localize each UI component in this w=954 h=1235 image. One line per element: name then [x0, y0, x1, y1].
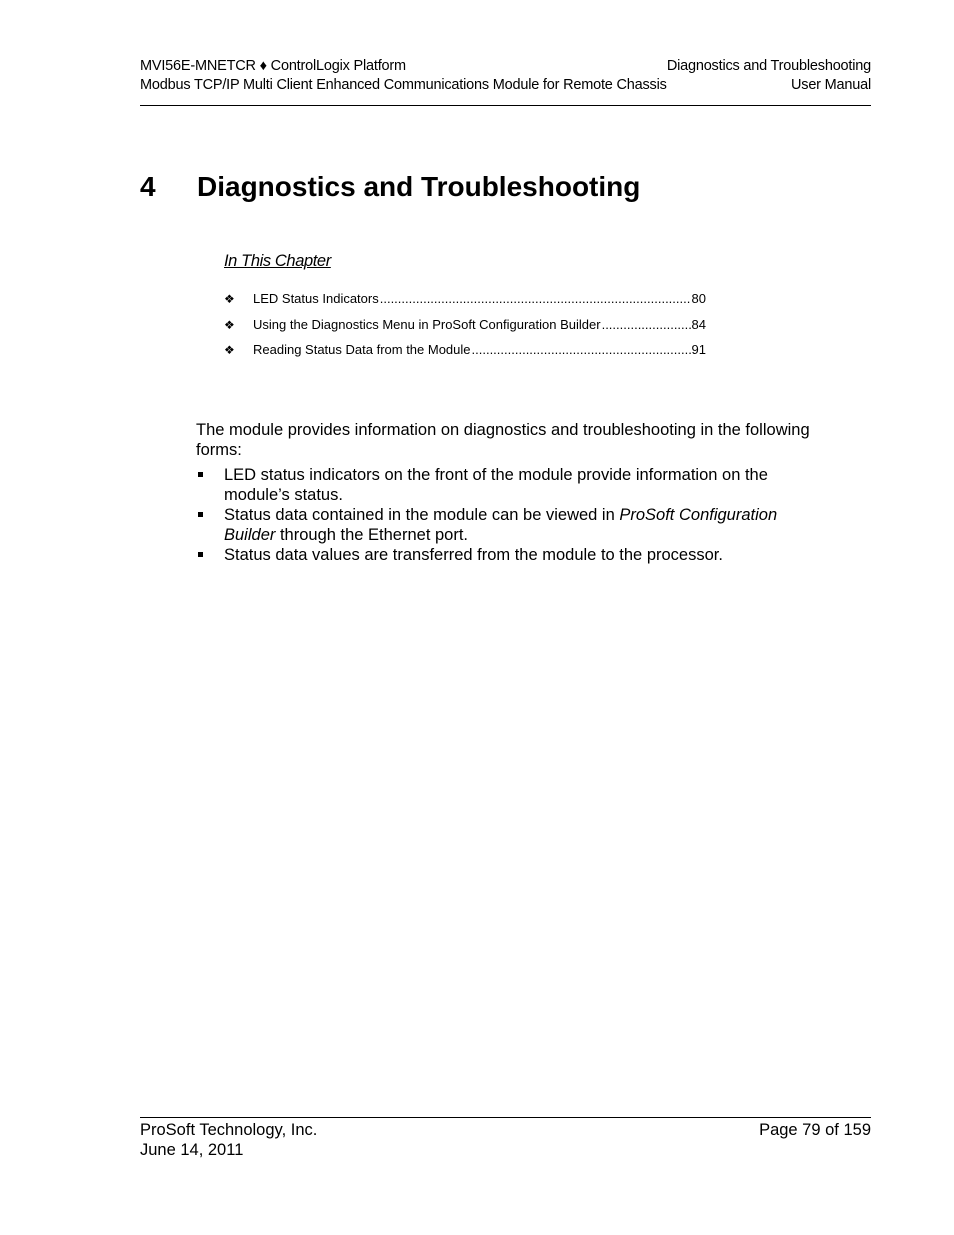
list-item [196, 465, 816, 505]
chapter-number: 4 [140, 171, 156, 202]
chapter-title: Diagnostics and Troubleshooting [197, 171, 641, 202]
toc-item-page: 84 [691, 316, 706, 332]
diamond-bullet-icon: ❖ [224, 317, 235, 332]
footer-date: June 14, 2011 [140, 1140, 244, 1159]
header-product-line: MVI56E-MNETCR ♦ ControlLogix Platform [140, 58, 406, 74]
list-item-text-start: Status data contained in the module can be viewed in [224, 506, 620, 524]
footer-row-2 [140, 1141, 871, 1161]
in-this-chapter-label: In This Chapter [224, 252, 331, 270]
diamond-bullet-icon: ❖ [224, 292, 235, 306]
header-row-2 [140, 76, 871, 95]
square-bullet-icon [198, 512, 203, 517]
toc-item-page: 91 [691, 342, 706, 357]
footer-row-1 [140, 1121, 871, 1141]
toc-item[interactable] [224, 314, 706, 340]
header-doc-type: User Manual [791, 77, 871, 93]
chapter-toc [224, 288, 706, 365]
header-section-title: Diagnostics and Troubleshooting [666, 58, 871, 74]
toc-dot-leader [472, 339, 691, 361]
diamond-bullet-icon: ❖ [224, 343, 235, 357]
header-product-description: Modbus TCP/IP Multi Client Enhanced Communications Module for Remote Chassis [140, 77, 667, 93]
list-item-text: LED status indicators on the front of the module provide information on the module’s status. [224, 466, 768, 504]
toc-item-title: LED Status Indicators [253, 291, 379, 306]
list-item [196, 545, 816, 565]
software-name: ProSoft Configuration Builder [224, 506, 778, 544]
toc-item[interactable] [224, 288, 706, 314]
list-item [196, 505, 816, 545]
list-item-text-end: through the Ethernet port. [275, 526, 469, 544]
forms-list [196, 465, 816, 565]
footer-page-number: Page 79 of 159 [759, 1121, 871, 1139]
square-bullet-icon [198, 552, 203, 557]
toc-dot-leader [602, 314, 691, 336]
intro-paragraph: The module provides information on diagnostics and troubleshooting in the following forms: [196, 421, 810, 459]
chapter-heading [140, 168, 640, 206]
page-header [140, 57, 871, 106]
toc-item-title: Using the Diagnostics Menu in ProSoft Configuration Builder [253, 316, 601, 332]
list-item-text: Status data values are transferred from the module to the processor. [224, 546, 723, 564]
page-footer [140, 1117, 871, 1160]
header-row-1 [140, 57, 871, 76]
body-text [196, 420, 816, 565]
toc-item-title: Reading Status Data from the Module [253, 342, 471, 357]
square-bullet-icon [198, 472, 203, 477]
toc-item-page: 80 [691, 291, 706, 306]
toc-dot-leader [380, 288, 691, 310]
footer-company: ProSoft Technology, Inc. [140, 1121, 318, 1139]
toc-item[interactable] [224, 339, 706, 365]
